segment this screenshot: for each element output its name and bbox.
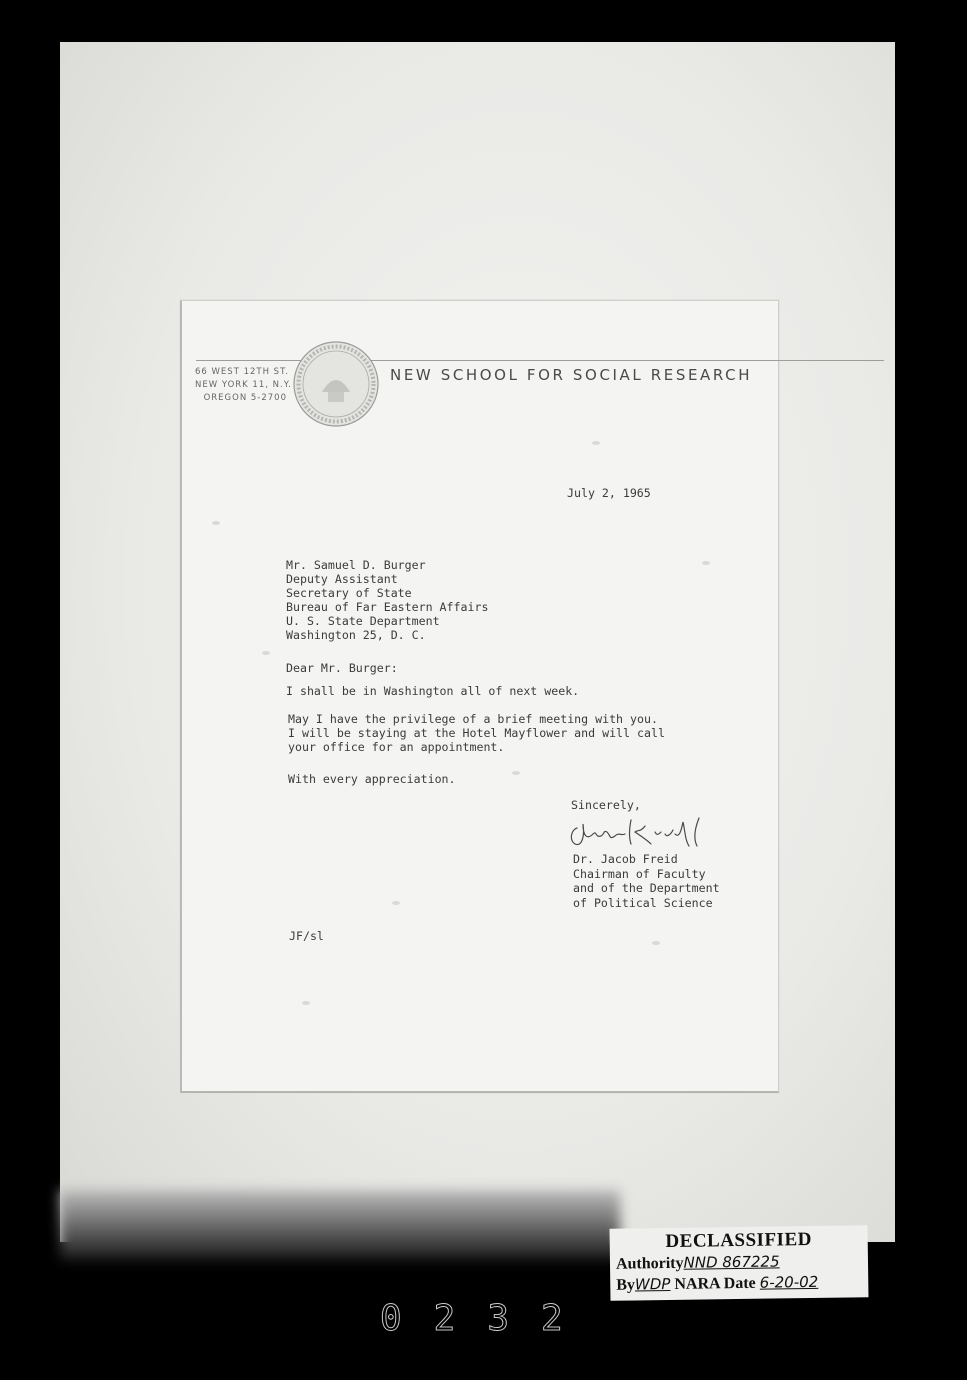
paragraph-1: I shall be in Washington all of next week. [286,684,580,698]
reference-initials: JF/sl [289,929,324,943]
school-seal-icon [292,340,380,428]
recipient-line: Bureau of Far Eastern Affairs [286,600,489,614]
nara-date-value: 6-20-02 [759,1272,819,1292]
recipient-line: Deputy Assistant [286,572,398,586]
closing: Sincerely, [571,798,641,812]
recipient-address [286,558,488,642]
recipient-line: U. S. State Department [286,614,440,628]
paragraph-line: your office for an appointment. [288,740,505,754]
paragraph-2 [288,712,665,754]
organization-name: NEW SCHOOL FOR SOCIAL RESEARCH [390,366,753,384]
recipient-line: Mr. Samuel D. Burger [286,558,426,572]
handwritten-signature [565,810,715,855]
signer-line: Chairman of Faculty [573,866,706,881]
by-label: By [616,1276,636,1294]
frame-shadow [60,1190,620,1260]
salutation: Dear Mr. Burger: [286,661,398,675]
paragraph-3: With every appreciation. [288,772,456,786]
nara-date-label: NARA Date [674,1274,756,1293]
signer-block [573,852,720,910]
frame-number: 0232 [380,1298,595,1339]
stamp-by [616,1273,818,1295]
address-line: NEW YORK 11, N.Y. [195,380,292,390]
address-line: OREGON 5-2700 [203,393,287,403]
recipient-line: Secretary of State [286,586,412,600]
signer-line: of Political Science [573,895,713,910]
authority-value: NND 867225 [683,1252,780,1272]
stamp-title: DECLASSIFIED [665,1228,813,1253]
signer-line: and of the Department [573,881,720,895]
declassified-stamp [610,1225,869,1301]
address-line: 66 WEST 12TH ST. [195,367,289,377]
recipient-line: Washington 25, D. C. [286,628,426,642]
paragraph-line: May I have the privilege of a brief meeting with you. [288,712,658,726]
paragraph-line: I will be staying at the Hotel Mayflower and will call [288,726,665,740]
authority-label: Authority [615,1254,684,1273]
letter-date: July 2, 1965 [567,486,651,500]
by-value: WDP [634,1274,671,1294]
stamp-authority [616,1252,780,1273]
letterhead-address [195,366,292,405]
signer-line: Dr. Jacob Freid [573,852,678,866]
